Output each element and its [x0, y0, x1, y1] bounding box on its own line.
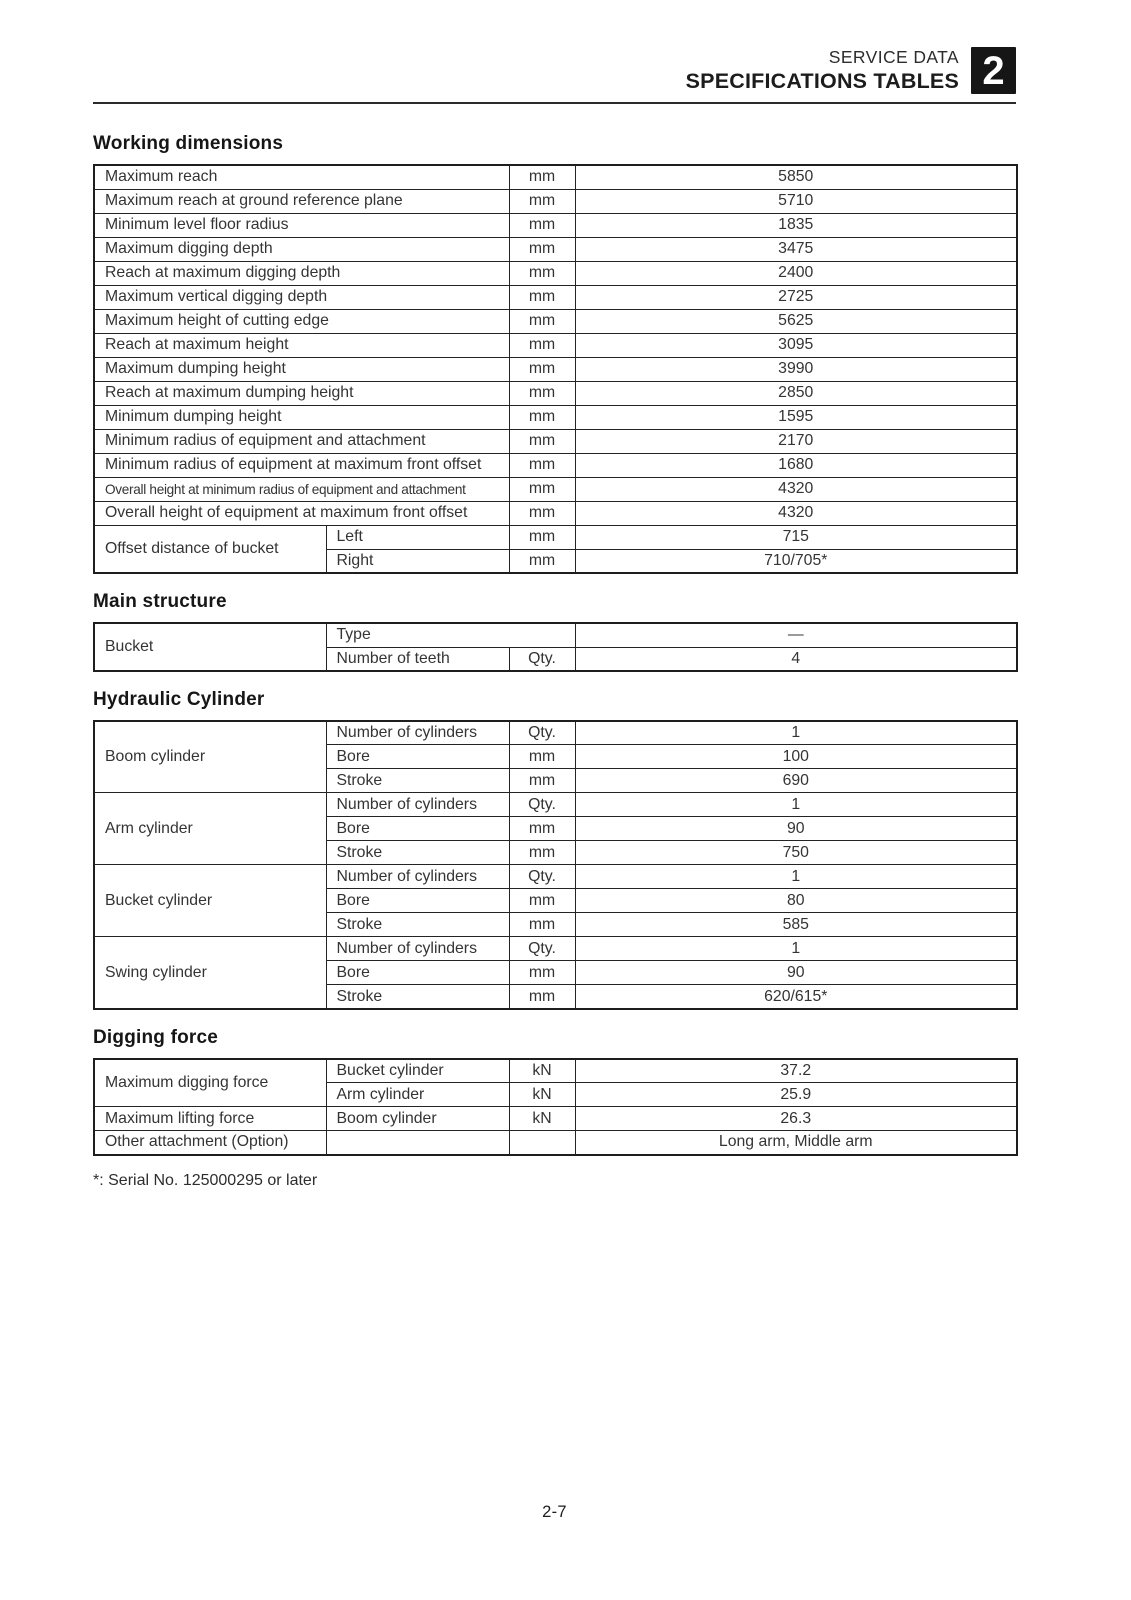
value-cell: 80 [575, 889, 1017, 913]
row-label: Maximum reach at ground reference plane [94, 189, 509, 213]
spec-table [93, 164, 1018, 574]
row-sublabel: Bore [326, 961, 509, 985]
value-cell: 5850 [575, 165, 1017, 189]
value-cell: Long arm, Middle arm [575, 1131, 1017, 1155]
row-label: Minimum dumping height [94, 405, 509, 429]
unit-cell: mm [509, 429, 575, 453]
value-cell: 1 [575, 793, 1017, 817]
header-divider [93, 102, 1016, 105]
row-sublabel: Stroke [326, 913, 509, 937]
value-cell: 585 [575, 913, 1017, 937]
row-sublabel: Number of cylinders [326, 721, 509, 745]
row-label: Maximum digging depth [94, 237, 509, 261]
chapter-number-badge: 2 [971, 47, 1016, 94]
table-row [94, 213, 1017, 237]
page-header [93, 0, 1016, 95]
value-cell: 25.9 [575, 1083, 1017, 1107]
unit-cell: mm [509, 769, 575, 793]
value-cell: 710/705* [575, 549, 1017, 573]
unit-cell: mm [509, 961, 575, 985]
table-row [94, 237, 1017, 261]
value-cell: 715 [575, 525, 1017, 549]
table-row [94, 865, 1017, 889]
unit-cell: mm [509, 745, 575, 769]
row-label: Overall height at minimum radius of equipment and attachment [94, 477, 509, 501]
row-label: Boom cylinder [94, 721, 326, 793]
row-sublabel: Boom cylinder [326, 1107, 509, 1131]
row-sublabel: Stroke [326, 841, 509, 865]
unit-cell: Qty. [509, 647, 575, 671]
row-label: Offset distance of bucket [94, 525, 326, 573]
row-label: Bucket cylinder [94, 865, 326, 937]
unit-cell: mm [509, 817, 575, 841]
table-row [94, 189, 1017, 213]
row-label: Maximum reach [94, 165, 509, 189]
value-cell: 1835 [575, 213, 1017, 237]
table-row [94, 525, 1017, 549]
unit-cell: Qty. [509, 865, 575, 889]
value-cell: 4 [575, 647, 1017, 671]
row-label: Reach at maximum dumping height [94, 381, 509, 405]
row-sublabel: Arm cylinder [326, 1083, 509, 1107]
header-titles [686, 47, 959, 95]
row-label: Maximum vertical digging depth [94, 285, 509, 309]
table-row [94, 429, 1017, 453]
value-cell: 3095 [575, 333, 1017, 357]
row-label: Other attachment (Option) [94, 1131, 326, 1155]
section-title: Hydraulic Cylinder [93, 689, 265, 711]
value-cell: 90 [575, 817, 1017, 841]
unit-cell: mm [509, 985, 575, 1009]
table-row [94, 309, 1017, 333]
page-content [93, 0, 1016, 1190]
unit-cell: kN [509, 1059, 575, 1083]
spec-table [93, 1058, 1018, 1156]
page-number: 2-7 [542, 1503, 567, 1521]
unit-cell: mm [509, 381, 575, 405]
row-sublabel: Stroke [326, 985, 509, 1009]
row-sublabel: Left [326, 525, 509, 549]
table-row [94, 1059, 1017, 1083]
value-cell: 5710 [575, 189, 1017, 213]
header-eyebrow: SERVICE DATA [828, 47, 959, 67]
value-cell: 2170 [575, 429, 1017, 453]
row-sublabel: Bore [326, 889, 509, 913]
table-row [94, 793, 1017, 817]
row-label: Minimum radius of equipment and attachment [94, 429, 509, 453]
value-cell: 4320 [575, 501, 1017, 525]
footnote: *: Serial No. 125000295 or later [93, 1171, 318, 1189]
value-cell: 1680 [575, 453, 1017, 477]
table-row [94, 453, 1017, 477]
table-row [94, 405, 1017, 429]
row-sublabel: Bore [326, 745, 509, 769]
value-cell: 2400 [575, 261, 1017, 285]
unit-cell: mm [509, 549, 575, 573]
spec-table [93, 622, 1018, 672]
value-cell: 37.2 [575, 1059, 1017, 1083]
unit-cell: mm [509, 525, 575, 549]
unit-cell [509, 1131, 575, 1155]
value-cell: 26.3 [575, 1107, 1017, 1131]
unit-cell: mm [509, 357, 575, 381]
table-row [94, 477, 1017, 501]
unit-cell: mm [509, 237, 575, 261]
row-sublabel: Number of teeth [326, 647, 509, 671]
unit-cell: mm [509, 165, 575, 189]
unit-cell: mm [509, 453, 575, 477]
row-sublabel: Type [326, 623, 575, 647]
table-row [94, 333, 1017, 357]
value-cell: 1 [575, 721, 1017, 745]
row-label: Minimum level floor radius [94, 213, 509, 237]
value-cell: 100 [575, 745, 1017, 769]
row-label: Maximum height of cutting edge [94, 309, 509, 333]
unit-cell: Qty. [509, 793, 575, 817]
unit-cell: mm [509, 477, 575, 501]
row-label: Reach at maximum height [94, 333, 509, 357]
value-cell: 620/615* [575, 985, 1017, 1009]
value-cell: 750 [575, 841, 1017, 865]
unit-cell: mm [509, 889, 575, 913]
unit-cell: mm [509, 213, 575, 237]
row-sublabel: Bore [326, 817, 509, 841]
unit-cell: mm [509, 189, 575, 213]
value-cell: 1595 [575, 405, 1017, 429]
section-title: Main structure [93, 591, 227, 613]
unit-cell: Qty. [509, 721, 575, 745]
unit-cell: mm [509, 841, 575, 865]
unit-cell: kN [509, 1083, 575, 1107]
row-sublabel [326, 1131, 509, 1155]
unit-cell: mm [509, 501, 575, 525]
unit-cell: mm [509, 285, 575, 309]
unit-cell: mm [509, 309, 575, 333]
row-sublabel: Bucket cylinder [326, 1059, 509, 1083]
value-cell: 1 [575, 937, 1017, 961]
value-cell: 3990 [575, 357, 1017, 381]
row-sublabel: Number of cylinders [326, 937, 509, 961]
tables-region [93, 133, 1016, 1155]
row-label: Maximum digging force [94, 1059, 326, 1107]
row-label: Minimum radius of equipment at maximum front offset [94, 453, 509, 477]
table-row [94, 261, 1017, 285]
table-row [94, 1131, 1017, 1155]
table-row [94, 357, 1017, 381]
row-sublabel: Stroke [326, 769, 509, 793]
value-cell: 3475 [575, 237, 1017, 261]
page-title: SPECIFICATIONS TABLES [685, 69, 959, 94]
value-cell: 90 [575, 961, 1017, 985]
value-cell: 690 [575, 769, 1017, 793]
spec-table [93, 720, 1018, 1010]
table-row [94, 165, 1017, 189]
row-label: Maximum lifting force [94, 1107, 326, 1131]
unit-cell: Qty. [509, 937, 575, 961]
table-row [94, 623, 1017, 647]
row-label: Swing cylinder [94, 937, 326, 1009]
table-row [94, 1107, 1017, 1131]
unit-cell: mm [509, 405, 575, 429]
row-sublabel: Number of cylinders [326, 865, 509, 889]
value-cell: 2850 [575, 381, 1017, 405]
unit-cell: mm [509, 261, 575, 285]
unit-cell: mm [509, 333, 575, 357]
unit-cell: kN [509, 1107, 575, 1131]
unit-cell: mm [509, 913, 575, 937]
section-title: Digging force [93, 1026, 219, 1048]
row-sublabel: Right [326, 549, 509, 573]
row-label: Maximum dumping height [94, 357, 509, 381]
table-row [94, 501, 1017, 525]
value-cell: 2725 [575, 285, 1017, 309]
section-title: Working dimensions [93, 133, 284, 155]
table-row [94, 721, 1017, 745]
table-row [94, 381, 1017, 405]
row-label: Arm cylinder [94, 793, 326, 865]
value-cell: 5625 [575, 309, 1017, 333]
value-cell: 4320 [575, 477, 1017, 501]
table-row [94, 285, 1017, 309]
table-row [94, 937, 1017, 961]
row-sublabel: Number of cylinders [326, 793, 509, 817]
row-label: Bucket [94, 623, 326, 671]
row-label: Overall height of equipment at maximum front offset [94, 501, 509, 525]
row-label: Reach at maximum digging depth [94, 261, 509, 285]
value-cell: 1 [575, 865, 1017, 889]
value-cell: — [575, 623, 1017, 647]
